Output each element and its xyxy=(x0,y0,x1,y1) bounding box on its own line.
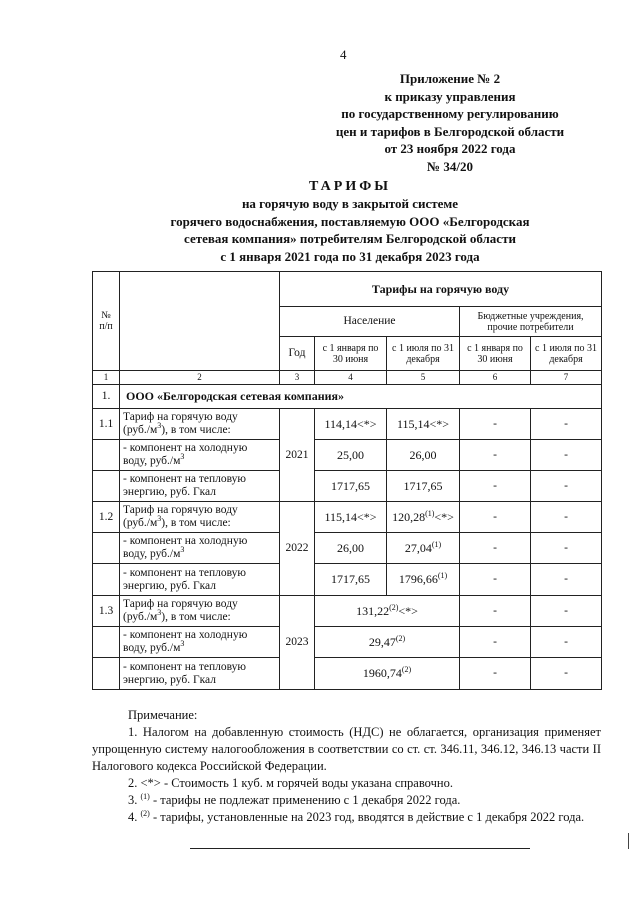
subtitle-line: горячего водоснабжения, поставляемую ООО «Белгородская xyxy=(170,213,530,229)
appendix-line: цен и тарифов в Белгородской области xyxy=(335,123,565,139)
row-num xyxy=(93,564,120,596)
row-label-heat: - компонент на тепловую энергию, руб. Гкал xyxy=(120,658,280,690)
row-num: 1.1 xyxy=(93,409,120,440)
note-4: 4. $^{(2)}$ - тарифы, установленные на 2023 год, вводятся в действие с 1 декабря 2022 года. xyxy=(128,808,585,824)
cell-value: 26,00 xyxy=(387,440,460,471)
row-year: 2021 xyxy=(280,409,315,502)
subtitle-line: сетевая компания» потребителям Белгородской области xyxy=(184,231,516,246)
subtitle-line: с 1 января 2021 года по 31 декабря 2023 года xyxy=(220,248,480,264)
header-population: Население xyxy=(280,307,460,337)
appendix-block xyxy=(300,70,600,176)
row-year: 2022 xyxy=(280,502,315,596)
cell-dash: - xyxy=(531,440,602,471)
cell-value: 115,14<*> xyxy=(315,502,387,533)
header-tariffs: Тарифы на горячую воду xyxy=(280,272,602,307)
column-number: 7 xyxy=(531,371,602,385)
header-period: с 1 июля по 31 декабря xyxy=(387,337,460,371)
cell-dash: - xyxy=(460,658,531,690)
cell-value: 1796,66$^{(1)}$ xyxy=(387,564,460,596)
header-year: Год xyxy=(280,337,315,371)
column-number: 5 xyxy=(387,371,460,385)
document-title: ТАРИФЫ xyxy=(309,179,391,194)
cell-value: 1717,65 xyxy=(387,471,460,502)
cell-dash: - xyxy=(460,409,531,440)
cell-value: $131,22^{(2)}<*>$ xyxy=(315,596,460,627)
header-num: № п/п xyxy=(93,272,120,371)
cell-value: 1717,65 xyxy=(315,471,387,502)
cell-dash: - xyxy=(531,502,602,533)
page-number: 4 xyxy=(340,47,347,62)
row-label-cold: - компонент на холодную воду, $руб./м^3$ xyxy=(120,533,280,564)
row-num: 1.2 xyxy=(93,502,120,533)
cell-dash: - xyxy=(460,627,531,658)
row-num: 1.3 xyxy=(93,596,120,627)
column-number: 2 xyxy=(120,371,280,385)
subtitle-line: на горячую воду в закрытой системе xyxy=(241,196,459,211)
column-number: 4 xyxy=(315,371,387,385)
row-label-tariff: Тариф на горячую воду $(руб./м^3)$, в том числе: xyxy=(120,409,280,440)
cell-value: 27,04$^{(1)}$ xyxy=(387,533,460,564)
appendix-line: по государственному регулированию xyxy=(341,106,559,122)
cell-value: 114,14<*> xyxy=(315,409,387,440)
notes-block xyxy=(92,707,601,826)
cell-dash: - xyxy=(460,440,531,471)
row-num xyxy=(93,471,120,502)
notes-heading: Примечание: xyxy=(128,708,198,722)
margin-mark xyxy=(628,833,635,849)
appendix-line: Приложение № 2 xyxy=(399,71,501,86)
header-period: с 1 января по 30 июня xyxy=(315,337,387,371)
header-period: с 1 июля по 31 декабря xyxy=(531,337,602,371)
cell-value: 1960,74$^{(2)}$ xyxy=(315,658,460,690)
row-num xyxy=(93,627,120,658)
cell-value: 26,00 xyxy=(315,533,387,564)
cell-dash: - xyxy=(460,564,531,596)
note-1: 1. Налогом на добавленную стоимость (НДС) не облагается, организация применяет упрощенную систему налогообложения в соответствии со ст. ст. 346.11, 346.12, 346.13 части II Налогового кодекса Российской Федерации. xyxy=(92,725,601,773)
row-label-tariff: Тариф на горячую воду $(руб./м^3)$, в том числе: xyxy=(120,502,280,533)
cell-dash: - xyxy=(531,658,602,690)
cell-dash: - xyxy=(531,471,602,502)
cell-dash: - xyxy=(531,409,602,440)
row-label-heat: - компонент на тепловую энергию, руб. Гкал xyxy=(120,564,280,596)
note-2: 2. <*> - Стоимость 1 куб. м горячей воды указана справочно. xyxy=(128,776,453,790)
header-empty xyxy=(120,272,280,371)
cell-dash: - xyxy=(531,564,602,596)
column-number: 6 xyxy=(460,371,531,385)
cell-dash: - xyxy=(531,596,602,627)
org-name: ООО «Белгородская сетевая компания» xyxy=(120,385,602,409)
cell-dash: - xyxy=(460,502,531,533)
cell-dash: - xyxy=(460,596,531,627)
row-year: 2023 xyxy=(280,596,315,690)
header-period: с 1 января по 30 июня xyxy=(460,337,531,371)
row-label-cold: - компонент на холодную воду, $руб./м^3$ xyxy=(120,627,280,658)
cell-value: 115,14<*> xyxy=(387,409,460,440)
row-label-tariff: Тариф на горячую воду $(руб./м^3)$, в том числе: xyxy=(120,596,280,627)
appendix-line: № 34/20 xyxy=(427,158,473,174)
row-num xyxy=(93,658,120,690)
org-num: 1. xyxy=(93,385,120,409)
column-number: 1 xyxy=(93,371,120,385)
bottom-rule xyxy=(190,848,530,849)
column-number: 3 xyxy=(280,371,315,385)
cell-value: 1717,65 xyxy=(315,564,387,596)
document-subtitle xyxy=(100,195,600,265)
row-num xyxy=(93,440,120,471)
cell-dash: - xyxy=(531,533,602,564)
appendix-line: к приказу управления xyxy=(384,88,516,104)
cell-value: $120,28^{(1)}<*>$ xyxy=(387,502,460,533)
cell-dash: - xyxy=(460,471,531,502)
row-label-heat: - компонент на тепловую энергию, руб. Гкал xyxy=(120,471,280,502)
tariffs-table xyxy=(92,271,602,690)
note-3: 3. $^{(1)}$ - тарифы не подлежат применению с 1 декабря 2022 года. xyxy=(128,791,461,807)
cell-dash: - xyxy=(531,627,602,658)
header-budget: Бюджетные учреждения, прочие потребители xyxy=(460,307,602,337)
cell-value: 29,47$^{(2)}$ xyxy=(315,627,460,658)
row-num xyxy=(93,533,120,564)
cell-value: 25,00 xyxy=(315,440,387,471)
cell-dash: - xyxy=(460,533,531,564)
appendix-line: от 23 ноября 2022 года xyxy=(384,141,516,157)
row-label-cold: - компонент на холодную воду, $руб./м^3$ xyxy=(120,440,280,471)
